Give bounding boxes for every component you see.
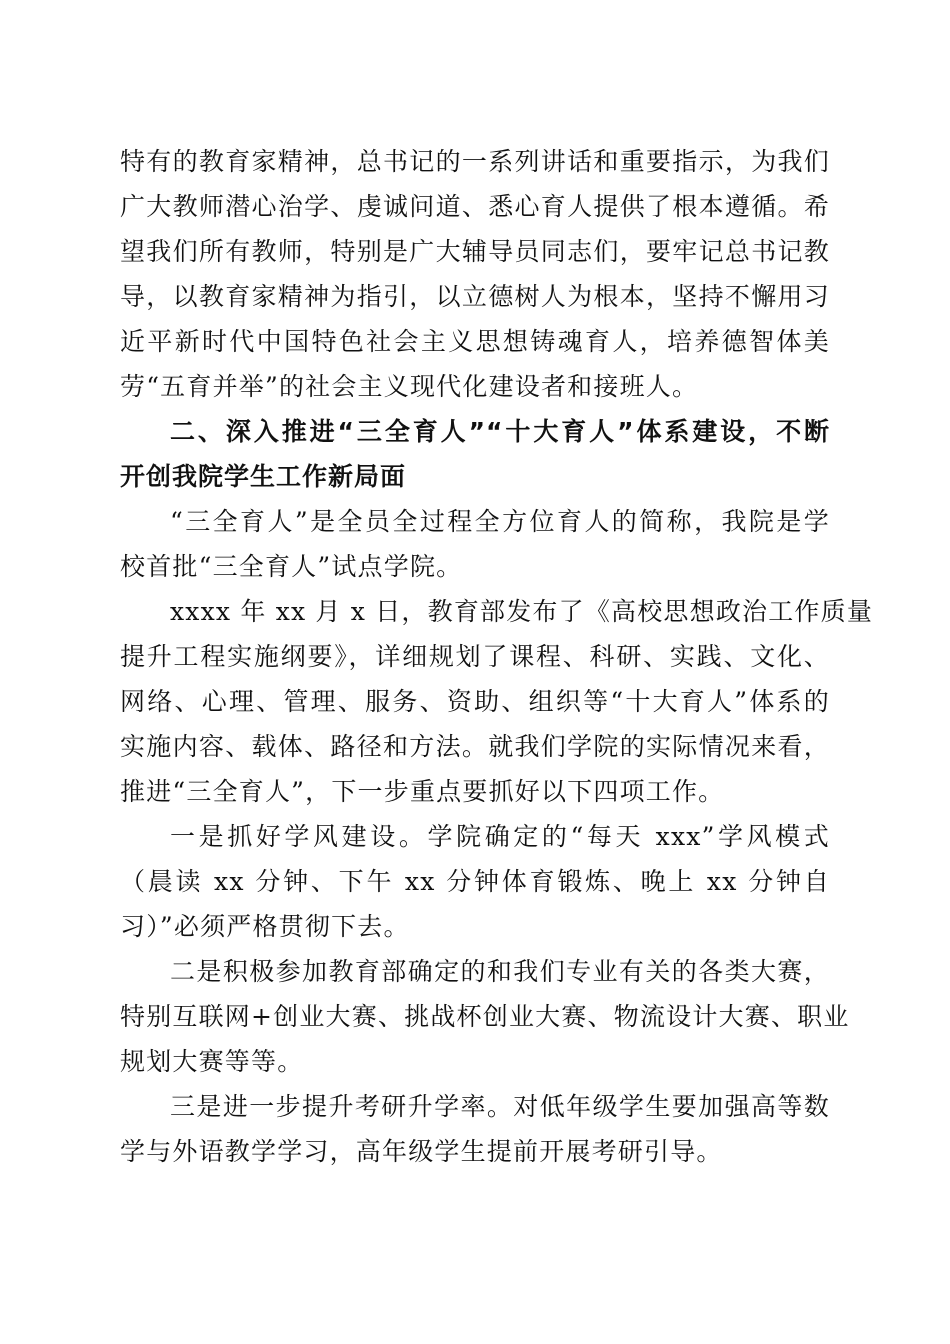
paragraph-line: 二是积极参加教育部确定的和我们专业有关的各类大赛， [170,957,830,986]
paragraph-line: 近平新时代中国特色社会主义思想铸魂育人，培养德智体美 [120,327,830,356]
paragraph-line: 导，以教育家精神为指引，以立德树人为根本，坚持不懈用习 [120,282,830,311]
paragraph-line: 校首批“三全育人”试点学院。 [120,552,463,581]
section-heading: 开创我院学生工作新局面 [120,462,407,491]
paragraph-line: 规划大赛等等。 [120,1047,304,1076]
paragraph-line: 提升工程实施纲要》，详细规划了课程、科研、实践、文化、 [120,642,830,671]
paragraph-line: 学与外语教学学习，高年级学生提前开展考研引导。 [120,1137,723,1166]
paragraph-line: “三全育人”是全员全过程全方位育人的简称，我院是学 [170,507,830,536]
paragraph-line: xxxx 年 xx 月 x 日，教育部发布了《高校思想政治工作质量 [170,597,874,626]
paragraph-line: 望我们所有教师，特别是广大辅导员同志们，要牢记总书记教 [120,237,830,266]
paragraph-line: 劳“五育并举”的社会主义现代化建设者和接班人。 [120,372,699,401]
paragraph-line: 特别互联网+创业大赛、挑战杯创业大赛、物流设计大赛、职业 [120,1002,850,1031]
paragraph-line: 一是抓好学风建设。学院确定的“每天 xxx”学风模式 [170,822,830,851]
paragraph-line: （晨读 xx 分钟、下午 xx 分钟体育锻炼、晚上 xx 分钟自 [120,867,830,896]
paragraph-line: 网络、心理、管理、服务、资助、组织等“十大育人”体系的 [120,687,830,716]
paragraph-line: 实施内容、载体、路径和方法。就我们学院的实际情况来看， [120,732,830,761]
paragraph-line: 三是进一步提升考研升学率。对低年级学生要加强高等数 [170,1092,830,1121]
paragraph-line: 广大教师潜心治学、虔诚问道、悉心育人提供了根本遵循。希 [120,192,830,221]
paragraph-line: 推进“三全育人”，下一步重点要抓好以下四项工作。 [120,777,725,806]
paragraph-line: 特有的教育家精神，总书记的一系列讲话和重要指示，为我们 [120,147,830,176]
paragraph-line: 习）”必须严格贯彻下去。 [120,912,410,941]
section-heading: 二、深入推进“三全育人”“十大育人”体系建设，不断 [170,417,830,446]
